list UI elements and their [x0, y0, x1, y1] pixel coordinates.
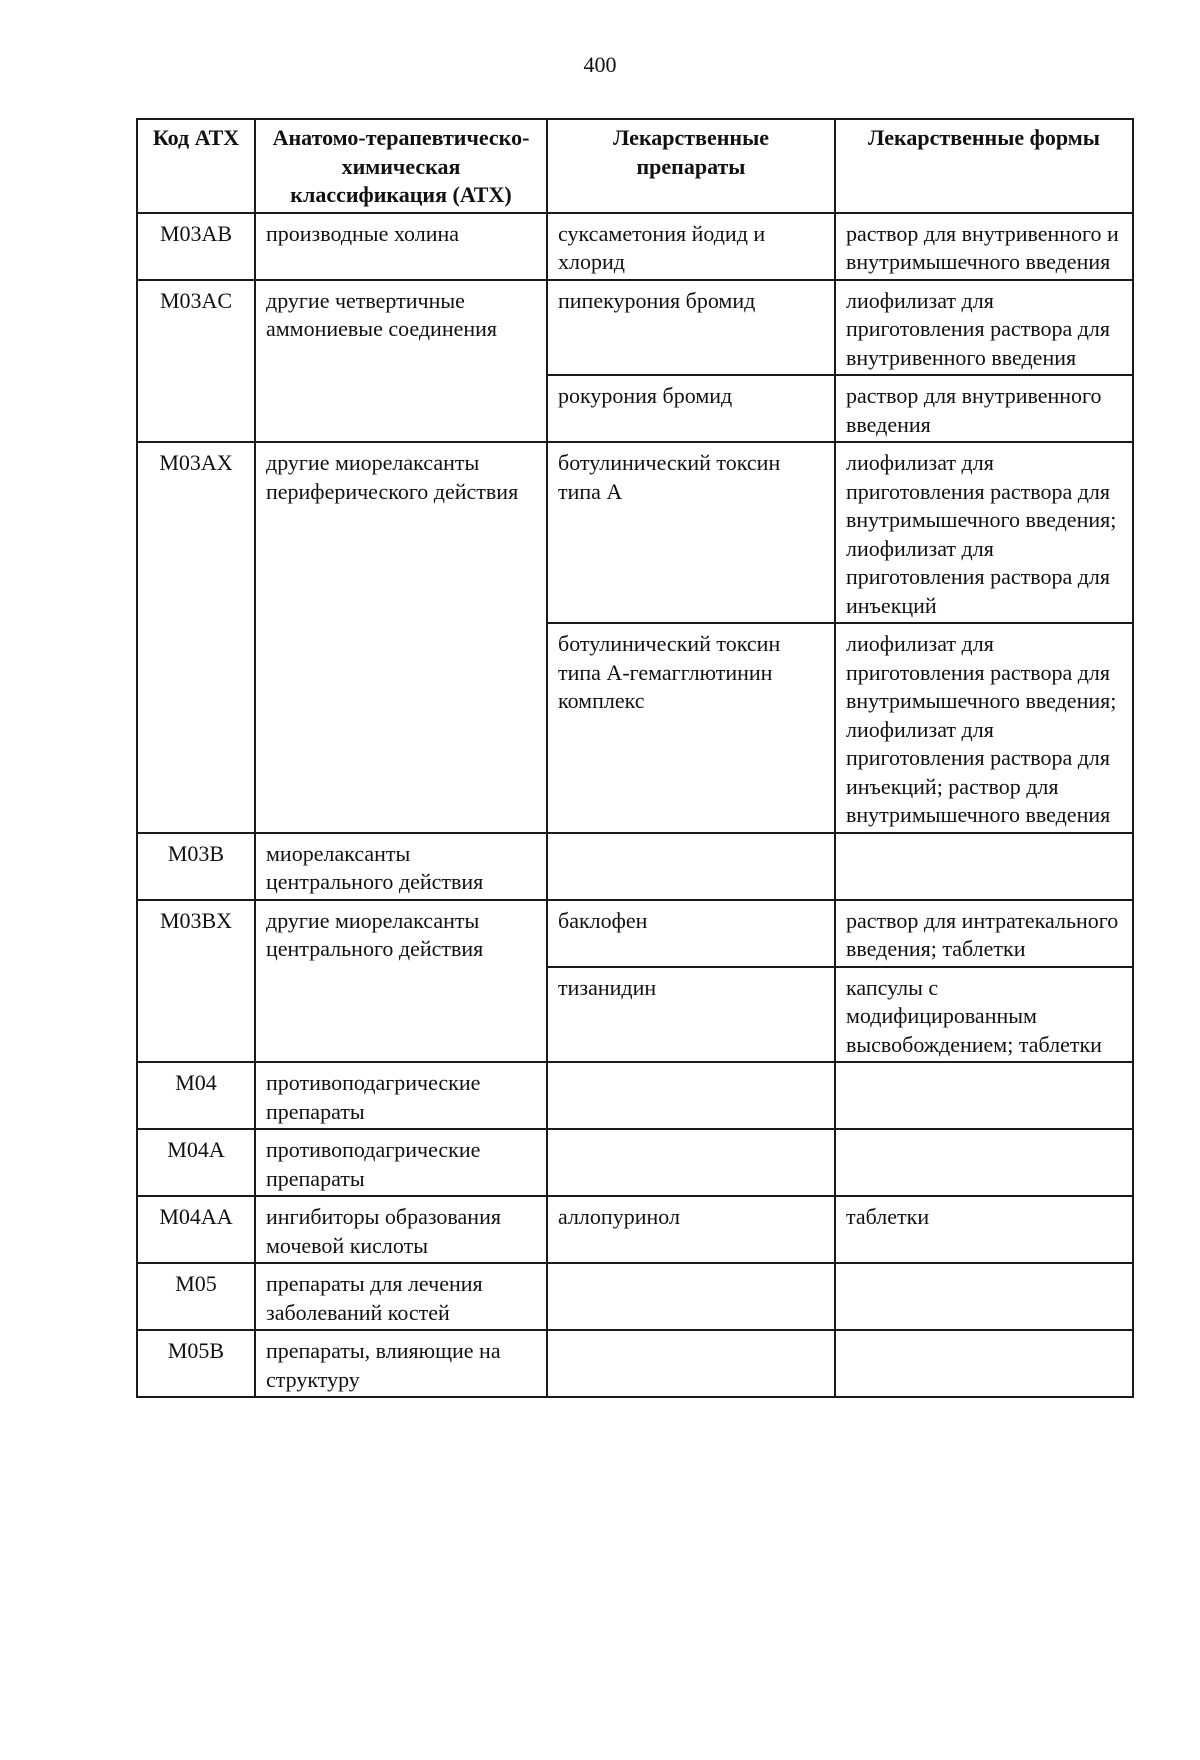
header-code: Код АТХ: [137, 119, 255, 213]
drug-cell: рокурония бромид: [547, 375, 835, 442]
classification-cell: миорелаксанты центрального действия: [255, 833, 547, 900]
form-cell: [835, 1062, 1133, 1129]
drug-cell: аллопуринол: [547, 1196, 835, 1263]
form-cell: [835, 833, 1133, 900]
classification-cell: препараты, влияющие на структуру: [255, 1330, 547, 1397]
drug-cell: [547, 1263, 835, 1330]
classification-cell: ингибиторы образования мочевой кислоты: [255, 1196, 547, 1263]
classification-cell: другие миорелаксанты центрального действия: [255, 900, 547, 1063]
atx-code-cell: M03AB: [137, 213, 255, 280]
drug-cell: пипекурония бромид: [547, 280, 835, 376]
table-row: [137, 1129, 1133, 1196]
atx-code-cell: M05B: [137, 1330, 255, 1397]
table-header-row: [137, 119, 1133, 213]
table-row: [137, 833, 1133, 900]
form-cell: лиофилизат для приготовления раствора для внутримышечного введения; лиофилизат для приготовления раствора для инъекций: [835, 442, 1133, 623]
header-forms: Лекарственные формы: [835, 119, 1133, 213]
form-cell: раствор для внутривенного и внутримышечного введения: [835, 213, 1133, 280]
classification-cell: другие миорелаксанты периферического действия: [255, 442, 547, 833]
atx-code-cell: M03AX: [137, 442, 255, 833]
drug-cell: ботулинический токсин типа А: [547, 442, 835, 623]
classification-cell: препараты для лечения заболеваний костей: [255, 1263, 547, 1330]
form-cell: таблетки: [835, 1196, 1133, 1263]
form-cell: капсулы с модифицированным высвобождением; таблетки: [835, 967, 1133, 1063]
drug-cell: [547, 1062, 835, 1129]
table-row: [137, 1062, 1133, 1129]
drug-cell: [547, 833, 835, 900]
atx-code-cell: M04: [137, 1062, 255, 1129]
atx-code-cell: M04AA: [137, 1196, 255, 1263]
atx-table: [136, 118, 1134, 1398]
drug-cell: ботулинический токсин типа А-гемагглютинин комплекс: [547, 623, 835, 833]
classification-cell: производные холина: [255, 213, 547, 280]
table-row: [137, 1263, 1133, 1330]
classification-cell: другие четвертичные аммониевые соединения: [255, 280, 547, 443]
form-cell: [835, 1263, 1133, 1330]
header-classification: Анатомо-терапевтическо-химическая классификация (АТХ): [255, 119, 547, 213]
form-cell: [835, 1129, 1133, 1196]
form-cell: лиофилизат для приготовления раствора для внутривенного введения: [835, 280, 1133, 376]
atx-code-cell: M05: [137, 1263, 255, 1330]
form-cell: раствор для интратекального введения; таблетки: [835, 900, 1133, 967]
form-cell: раствор для внутривенного введения: [835, 375, 1133, 442]
drug-cell: [547, 1129, 835, 1196]
table-row: [137, 213, 1133, 280]
page-number: 400: [583, 52, 617, 77]
table-row: [137, 442, 1133, 623]
atx-code-cell: M03B: [137, 833, 255, 900]
header-drugs: Лекарственные препараты: [547, 119, 835, 213]
table-row: [137, 1196, 1133, 1263]
classification-cell: противоподагрические препараты: [255, 1062, 547, 1129]
drug-cell: [547, 1330, 835, 1397]
drug-cell: тизанидин: [547, 967, 835, 1063]
table-row: [137, 280, 1133, 376]
atx-code-cell: M04A: [137, 1129, 255, 1196]
classification-cell: противоподагрические препараты: [255, 1129, 547, 1196]
form-cell: [835, 1330, 1133, 1397]
drug-cell: баклофен: [547, 900, 835, 967]
form-cell: лиофилизат для приготовления раствора для внутримышечного введения; лиофилизат для приготовления раствора для инъекций; раствор для внутримышечного введения: [835, 623, 1133, 833]
table-row: [137, 1330, 1133, 1397]
atx-code-cell: M03BX: [137, 900, 255, 1063]
drug-cell: суксаметония йодид и хлорид: [547, 213, 835, 280]
atx-code-cell: M03AC: [137, 280, 255, 443]
table-row: [137, 900, 1133, 967]
